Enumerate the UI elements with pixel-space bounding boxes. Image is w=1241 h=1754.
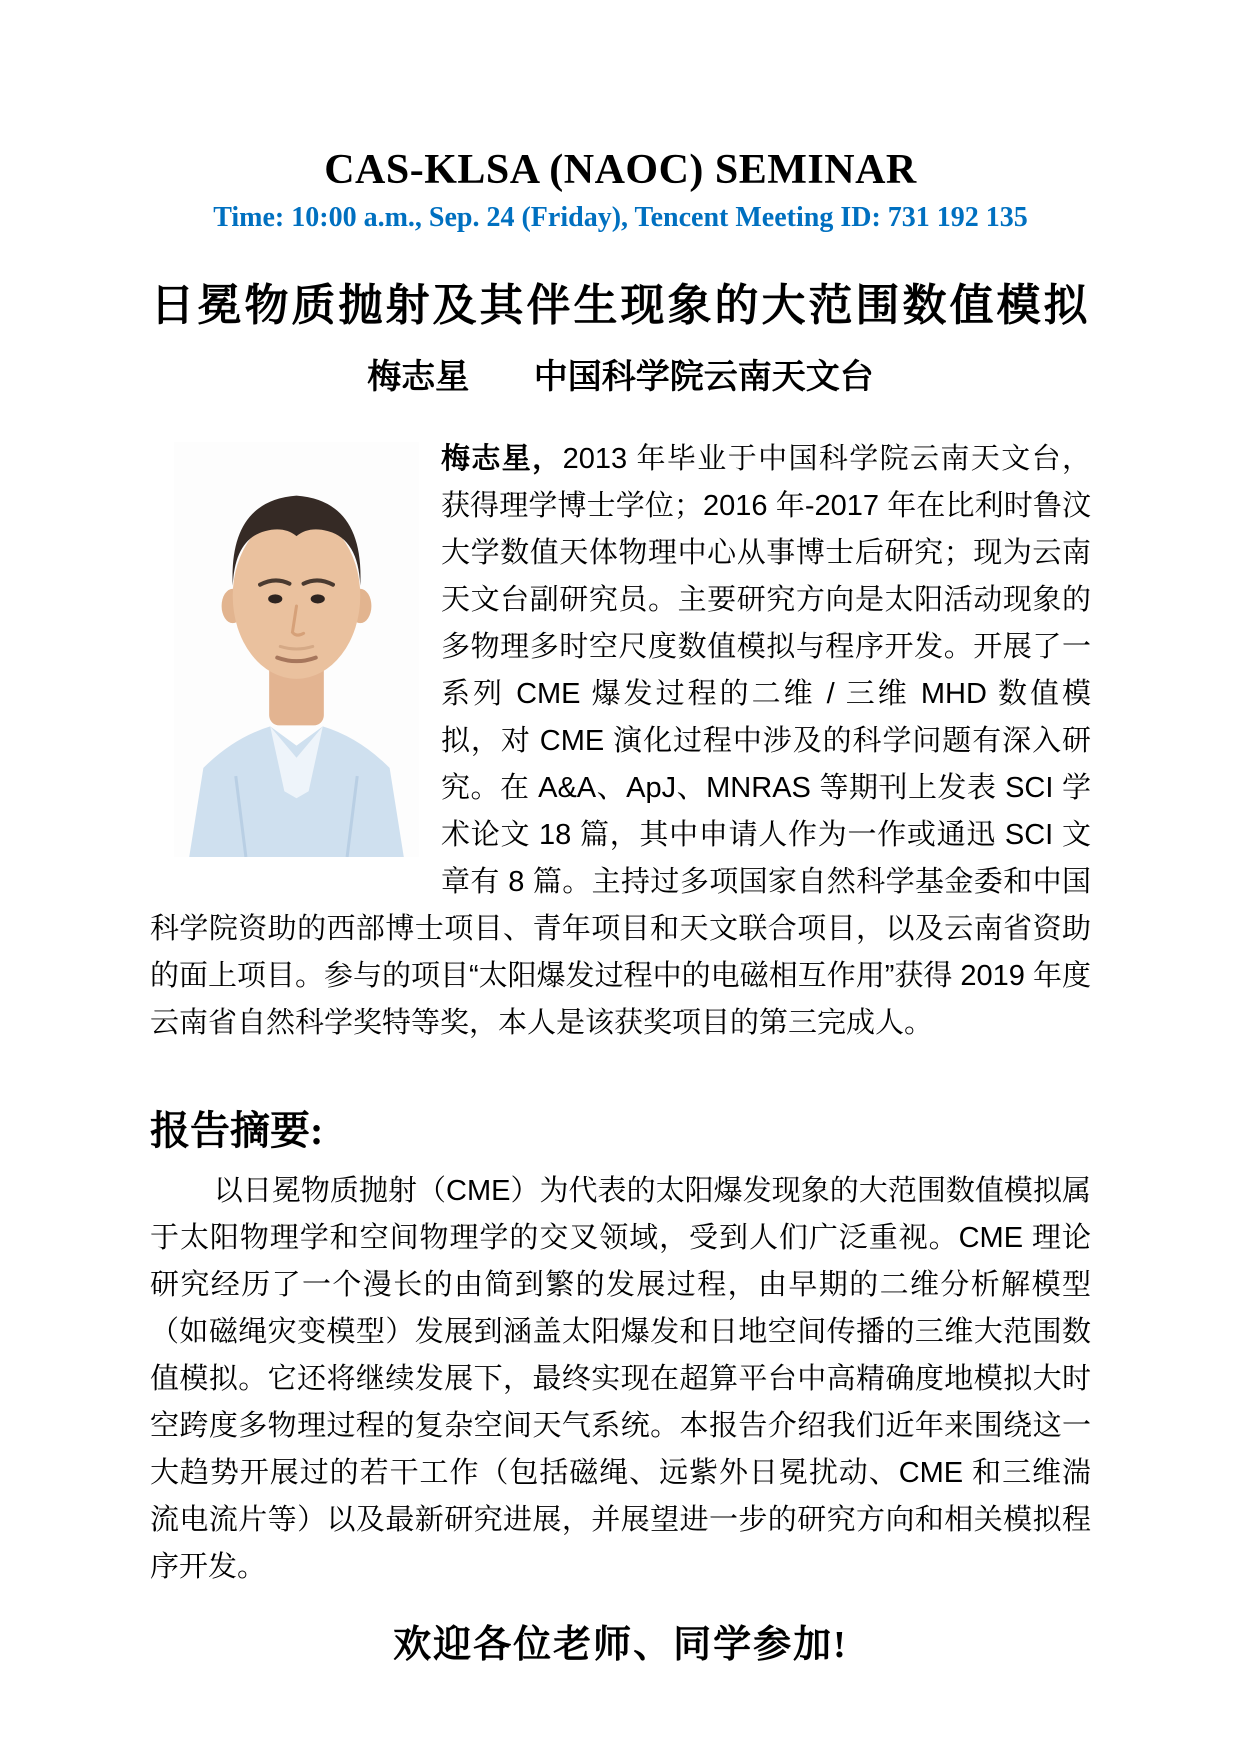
speaker-affiliation: 中国科学院云南天文台 bbox=[533, 359, 874, 397]
talk-title: 日冕物质抛射及其伴生现象的大范围数值模拟 bbox=[150, 281, 1091, 331]
speaker-bio bbox=[150, 436, 1091, 1047]
bio-text: 2013 年毕业于中国科学院云南天文台，获得理学博士学位；2016 年-2017 年在比利时鲁汶大学数值天体物理中心从事博士后研究；现为云南天文台副研究员。主要研究方向是太阳活动现象的多物理多时空尺度数值模拟与程序开发。开展了一系列 CME 爆发过程的二维 / 三维 MHD 数值模拟，对 CME 演化过程中涉及的科学问题有深入研究。在 A&A、ApJ、MNRAS 等期刊上发表 SCI 学术论文 18 篇，其中申请人作为一作或通迅 SCI 文章有 8 篇。主持过多项国家自然科学基金委和中国科学院资助的西部博士项目、青年项目和天文联合项目，以及云南省资助的面上项目。参与的项目“太阳爆发过程中的电磁相互作用”获得 2019 年度云南省自然科学奖特等奖，本人是该获奖项目的第三完成人。 bbox=[150, 443, 1091, 1040]
seminar-title: CAS-KLSA (NAOC) SEMINAR bbox=[324, 147, 917, 193]
bio-speaker-name-bold: 梅志星， bbox=[441, 443, 563, 476]
speaker-portrait-illustration bbox=[174, 442, 419, 857]
closing-welcome-line: 欢迎各位老师、同学参加! bbox=[393, 1624, 848, 1667]
speaker-line bbox=[150, 349, 1091, 398]
abstract-text: 以日冕物质抛射（CME）为代表的太阳爆发现象的大范围数值模拟属于太阳物理学和空间物理学的交叉领域，受到人们广泛重视。CME 理论研究经历了一个漫长的由简到繁的发展过程，由早期的二维分析解模型（如磁绳灾变模型）发展到涵盖太阳爆发和日地空间传播的三维大范围数值模拟。它还将继续发展下，最终实现在超算平台中高精确度地模拟大时空跨度多物理过程的复杂空间天气系统。本报告介绍我们近年来围绕这一大趋势开展过的若干工作（包括磁绳、远紫外日冕扰动、CME 和三维湍流电流片等）以及最新研究进展，并展望进一步的研究方向和相关模拟程序开发。 bbox=[150, 1175, 1091, 1584]
speaker-name: 梅志星 bbox=[367, 359, 470, 397]
abstract-heading: 报告摘要: bbox=[150, 1108, 324, 1154]
speaker-photo bbox=[174, 442, 419, 857]
seminar-time-meeting-id: Time: 10:00 a.m., Sep. 24 (Friday), Tencent Meeting ID: 731 192 135 bbox=[213, 202, 1028, 234]
